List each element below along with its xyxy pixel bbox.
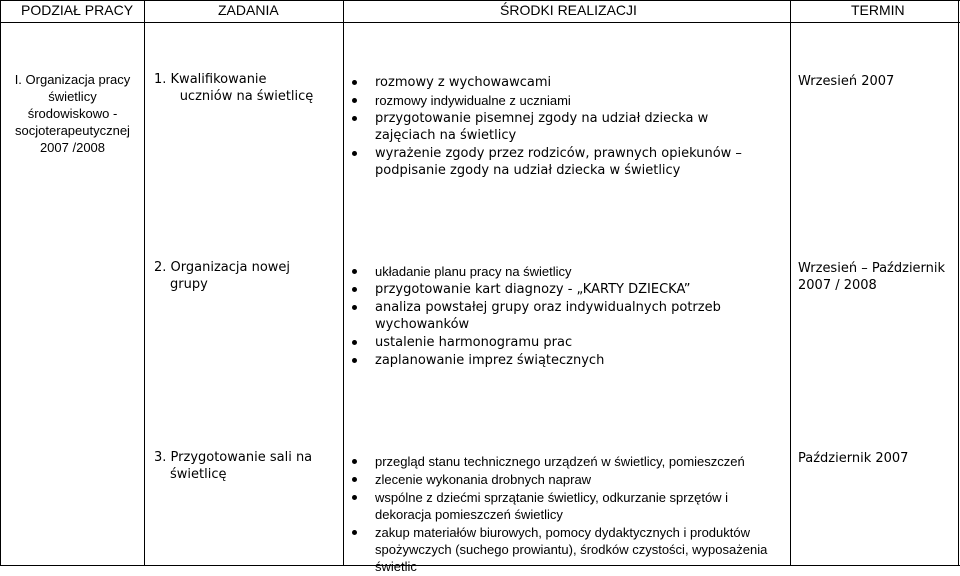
task-3: [154, 449, 339, 483]
division-line: I. Organizacja pracy: [14, 72, 131, 87]
task-2: [154, 259, 339, 293]
list-item: wspólne z dziećmi sprzątanie świetlicy, odkurzanie sprzętów i dekoracja pomieszczeń świetlicy: [348, 489, 778, 523]
list-item: wyrażenie zgody przez rodziców, prawnych opiekunów – podpisanie zgody na udział dziecka w świetlicy: [348, 145, 768, 179]
means-list-2: [348, 263, 768, 370]
task-2-line: grupy: [170, 277, 208, 292]
division-line: środowiskowo -: [27, 106, 118, 121]
division-line: socjoterapeutycznej: [15, 123, 130, 138]
division-cell: [2, 71, 143, 156]
list-item: zakup materiałów biurowych, pomocy dydaktycznych i produktów spożywczych (suchego prowiantu), środków czystości, wyposażenia świetlic: [348, 524, 778, 575]
border-left: [0, 0, 1, 566]
list-item: rozmowy z wychowawcami: [348, 74, 768, 91]
border-col2: [343, 0, 344, 566]
division-line: 2007 /2008: [39, 140, 106, 155]
list-item: przygotowanie pisemnej zgody na udział dziecka w zajęciach na świetlicy: [348, 110, 768, 144]
term-1: Wrzesień 2007: [798, 74, 895, 89]
list-item: ustalenie harmonogramu prac: [348, 334, 768, 351]
term-2: Wrzesień – Październik 2007 / 2008: [798, 261, 946, 293]
list-item: przegląd stanu technicznego urządzeń w świetlicy, pomieszczeń: [348, 453, 778, 470]
border-right: [958, 0, 959, 566]
list-item: zlecenie wykonania drobnych napraw: [348, 471, 778, 488]
list-item: przygotowanie kart diagnozy - „KARTY DZIECKA”: [348, 281, 768, 298]
task-3-line: świetlicę: [170, 467, 227, 482]
header-division: PODZIAŁ PRACY: [21, 2, 134, 18]
means-list-3: [348, 453, 778, 576]
header-tasks: ZADANIA: [218, 2, 279, 18]
header-term: TERMIN: [851, 2, 905, 18]
task-3-line: 3. Przygotowanie sali na: [154, 450, 313, 465]
term-3: Październik 2007: [798, 451, 909, 466]
list-item: układanie planu pracy na świetlicy: [348, 263, 768, 280]
means-list-1: [348, 74, 768, 180]
list-item: rozmowy indywidualne z uczniami: [348, 92, 768, 109]
border-col1: [144, 0, 145, 566]
task-1-line: 1. Kwalifikowanie: [154, 72, 267, 87]
list-item: analiza powstałej grupy oraz indywidualnych potrzeb wychowanków: [348, 299, 768, 333]
division-line: świetlicy: [48, 89, 97, 104]
task-1-line: uczniów na świetlicę: [179, 89, 314, 104]
task-1: [154, 71, 339, 105]
border-col3: [790, 0, 791, 566]
header-means: ŚRODKI REALIZACJI: [500, 2, 637, 18]
task-2-line: 2. Organizacja nowej: [154, 260, 291, 275]
list-item: zaplanowanie imprez świątecznych: [348, 352, 768, 369]
